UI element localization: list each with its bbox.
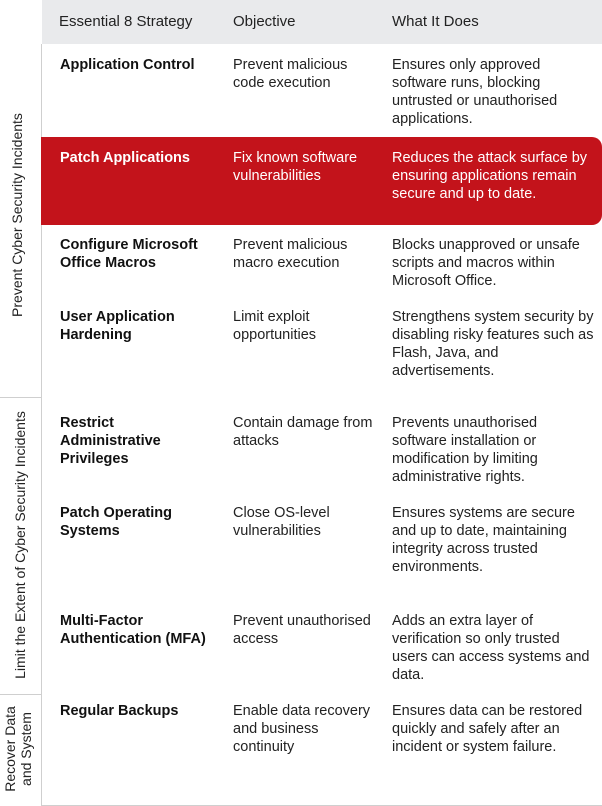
objective-cell: Prevent malicious code execution [233, 57, 348, 91]
table-row [42, 44, 602, 136]
group-label-prevent: Prevent Cyber Security Incidents [9, 113, 25, 317]
table-row [42, 402, 602, 492]
objective-cell: Contain damage from attacks [233, 415, 373, 449]
strategy-cell: Multi-Factor Authentication (MFA) [60, 613, 206, 647]
table-row [42, 492, 602, 600]
objective-cell: Prevent malicious macro execution [233, 237, 348, 271]
group-label-recover: Recover Data and System [2, 706, 34, 792]
column-header-strategy: Essential 8 Strategy [59, 13, 193, 30]
group-divider [0, 694, 42, 695]
strategy-cell: Patch Operating Systems [60, 505, 172, 539]
table-row [42, 600, 602, 694]
strategy-cell: Application Control [60, 57, 195, 73]
strategy-cell: Regular Backups [60, 703, 179, 719]
table-header [42, 0, 602, 44]
objective-cell: Close OS-level vulnerabilities [233, 505, 330, 539]
objective-cell: Fix known software vulnerabilities [233, 150, 358, 184]
objective-cell: Limit exploit opportunities [233, 309, 317, 343]
strategy-cell: Restrict Administrative Privileges [60, 415, 161, 467]
objective-cell: Prevent unauthorised access [233, 613, 371, 647]
objective-cell: Enable data recovery and business continuity [233, 703, 371, 755]
column-header-what: What It Does [392, 13, 479, 30]
strategy-cell: Configure Microsoft Office Macros [60, 237, 198, 271]
description-cell: Adds an extra layer of verification so only trusted users can access systems and data. [392, 613, 590, 683]
column-header-objective: Objective [233, 13, 296, 30]
description-cell: Ensures systems are secure and up to date, maintaining integrity across trusted environments. [392, 505, 575, 575]
description-cell: Ensures only approved software runs, blocking untrusted or unauthorised applications. [392, 57, 558, 127]
table-row [42, 296, 602, 397]
strategy-cell: User Application Hardening [60, 309, 175, 343]
strategy-cell: Patch Applications [60, 150, 190, 166]
description-cell: Ensures data can be restored quickly and safely after an incident or system failure. [392, 703, 583, 755]
group-label-limit: Limit the Extent of Cyber Security Incidents [12, 411, 28, 679]
table-row [42, 690, 602, 802]
group-divider [0, 397, 42, 398]
description-cell: Prevents unauthorised software installation or modification by limiting administrative rights. [392, 415, 538, 485]
description-cell: Blocks unapproved or unsafe scripts and macros within Microsoft Office. [392, 237, 580, 289]
description-cell: Strengthens system security by disabling risky features such as Flash, Java, and advertisements. [392, 309, 594, 379]
table-row [42, 224, 602, 296]
table-row-highlighted [41, 137, 602, 225]
description-cell: Reduces the attack surface by ensuring applications remain secure and up to date. [392, 150, 588, 202]
